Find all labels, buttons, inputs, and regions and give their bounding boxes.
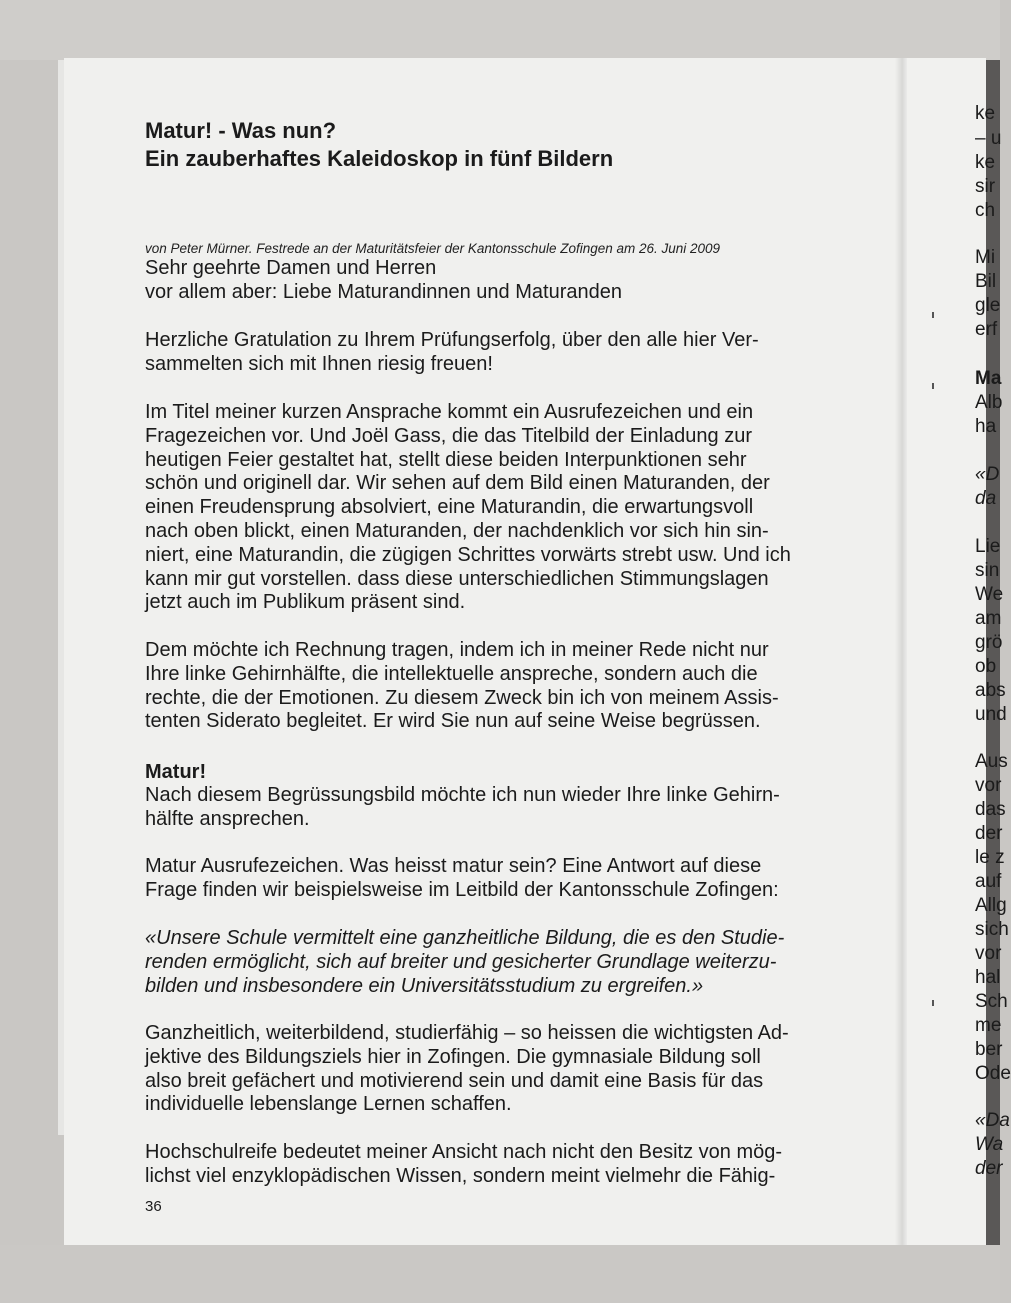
right-page-fragment: der	[975, 823, 1003, 844]
scan-background-top	[0, 0, 1000, 60]
paragraph-congratulation	[145, 329, 759, 377]
right-page-fragment: sir	[975, 176, 996, 197]
paragraph-salutation	[145, 257, 622, 305]
right-page-fragment: der	[975, 1158, 1003, 1179]
text-line: hälfte ansprechen.	[145, 807, 310, 830]
right-page-fragment: abs	[975, 680, 1006, 701]
leitbild-quote	[145, 927, 784, 998]
text-line: Herzliche Gratulation zu Ihrem Prüfungserfolg, über den alle hier Ver-	[145, 329, 759, 351]
text-line: Sehr geehrte Damen und Herren	[145, 257, 437, 279]
right-page-fragment: «D	[975, 464, 1000, 485]
gutter-mark	[932, 312, 934, 318]
page-number: 36	[145, 1198, 162, 1215]
text-line: renden ermöglicht, sich auf breiter und gesicherter Grundlage weiterzu-	[145, 950, 777, 973]
text-line: individuelle lebenslange Lernen schaffen.	[145, 1093, 512, 1116]
paragraph-greeting-image	[145, 784, 780, 832]
paragraph-matur-question	[145, 855, 779, 903]
article-title-line-2: Ein zauberhaftes Kaleidoskop in fünf Bildern	[145, 146, 614, 171]
section-heading-matur: Matur!	[145, 761, 207, 783]
right-page-fragment: ob	[975, 656, 997, 677]
text-line: einen Freudensprung absolviert, eine Maturandin, die erwartungsvoll	[145, 496, 754, 519]
right-page-fragment: We	[975, 584, 1004, 605]
right-page-fragment: das	[975, 799, 1006, 820]
right-page-fragment: ch	[975, 200, 996, 221]
paragraph-hochschulreife	[145, 1141, 782, 1189]
right-page-fragment: vor	[975, 943, 1002, 964]
gutter-mark	[932, 383, 934, 389]
text-line: vor allem aber: Liebe Maturandinnen und Maturanden	[145, 280, 622, 303]
text-line: jetzt auch im Publikum präsent sind.	[145, 591, 466, 614]
right-page-fragment: grö	[975, 632, 1003, 653]
right-page-fragment: le z	[975, 847, 1005, 868]
text-line: Frage finden wir beispielsweise im Leitbild der Kantonsschule Zofingen:	[145, 878, 779, 901]
text-line: kann mir gut vorstellen. dass diese unterschiedlichen Stimmungslagen	[145, 567, 769, 590]
right-page-fragment: Mi	[975, 247, 996, 268]
right-page-fragment: ke	[975, 152, 996, 173]
right-page-fragment: sin	[975, 560, 1000, 581]
right-page-fragment: erf	[975, 319, 998, 340]
right-page-fragment: Sch	[975, 991, 1008, 1012]
right-page-fragment: ke	[975, 103, 996, 124]
right-page-fragment: me	[975, 1015, 1002, 1036]
right-page-fragment: und	[975, 704, 1007, 725]
right-page-fragment: «Da	[975, 1110, 1010, 1131]
right-page-fragment: ber	[975, 1039, 1003, 1060]
text-line: also breit gefächert und motivierend sein und damit eine Basis für das	[145, 1069, 764, 1092]
book-spine	[895, 58, 907, 1248]
right-page-fragment: Lie	[975, 536, 1001, 557]
gutter-mark	[932, 1000, 934, 1006]
paragraph-title-intro	[145, 401, 791, 615]
right-page-fragment: ha	[975, 416, 997, 437]
right-page-fragment: Ode	[975, 1063, 1011, 1084]
right-page-fragment: gle	[975, 295, 1001, 316]
right-page-fragment: Allg	[975, 895, 1007, 916]
text-line: Ihre linke Gehirnhälfte, die intellektuelle anspreche, sondern auch die	[145, 662, 758, 685]
text-line: niert, eine Maturandin, die zügigen Schrittes vorwärts strebt usw. Und ich	[145, 543, 791, 566]
paragraph-assistant	[145, 639, 779, 734]
text-line: Hochschulreife bedeutet meiner Ansicht nach nicht den Besitz von mög-	[145, 1141, 783, 1163]
text-line: Fragezeichen vor. Und Joël Gass, die das Titelbild der Einladung zur	[145, 424, 753, 447]
text-line: Ganzheitlich, weiterbildend, studierfähig – so heissen die wichtigsten Ad-	[145, 1022, 789, 1044]
text-line: rechte, die der Emotionen. Zu diesem Zweck bin ich von meinem Assis-	[145, 686, 779, 709]
right-page-fragment: Wa	[975, 1134, 1004, 1155]
text-line: Dem möchte ich Rechnung tragen, indem ich in meiner Rede nicht nur	[145, 639, 769, 661]
text-line: Im Titel meiner kurzen Ansprache kommt ein Ausrufezeichen und ein	[145, 401, 754, 423]
article-title-line-1: Matur! - Was nun?	[145, 118, 337, 143]
right-page-fragment: Aus	[975, 751, 1008, 772]
right-page-fragment: Ma	[975, 368, 1002, 389]
right-page-fragment: – u	[975, 128, 1002, 149]
right-page-fragment: hal	[975, 967, 1001, 988]
right-page-fragment: Alb	[975, 392, 1003, 413]
scan-background-bottom	[0, 1245, 1000, 1303]
text-line: nach oben blickt, einen Maturanden, der nachdenklich vor sich hin sin-	[145, 519, 769, 542]
right-page-fragment: Bil	[975, 271, 997, 292]
text-line: tenten Siderato begleitet. Er wird Sie nun auf seine Weise begrüssen.	[145, 710, 761, 733]
right-page-fragment: da	[975, 488, 997, 509]
text-line: Nach diesem Begrüssungsbild möchte ich nun wieder Ihre linke Gehirn-	[145, 784, 780, 806]
text-line: schön und originell dar. Wir sehen auf dem Bild einen Maturanden, der	[145, 472, 770, 495]
text-line: «Unsere Schule vermittelt eine ganzheitliche Bildung, die es den Studie-	[145, 927, 785, 949]
text-line: jektive des Bildungsziels hier in Zofingen. Die gymnasiale Bildung soll	[145, 1045, 761, 1068]
right-page-fragment: vor	[975, 775, 1002, 796]
paragraph-education-goals	[145, 1022, 789, 1117]
byline: von Peter Mürner. Festrede an der Maturitätsfeier der Kantonsschule Zofingen am 26. Juni 2009	[145, 241, 721, 256]
right-page-fragment: auf	[975, 871, 1002, 892]
text-line: lichst viel enzyklopädischen Wissen, sondern meint vielmehr die Fähig-	[145, 1164, 776, 1187]
text-line: bilden und insbesondere ein Universitätsstudium zu ergreifen.»	[145, 974, 704, 997]
right-page-fragment: am	[975, 608, 1002, 629]
text-line: sammelten sich mit Ihnen riesig freuen!	[145, 352, 493, 375]
text-line: heutigen Feier gestaltet hat, stellt diese beiden Interpunktionen sehr	[145, 448, 747, 471]
right-page-fragment: sich	[975, 919, 1009, 940]
text-line: Matur Ausrufezeichen. Was heisst matur sein? Eine Antwort auf diese	[145, 855, 762, 877]
